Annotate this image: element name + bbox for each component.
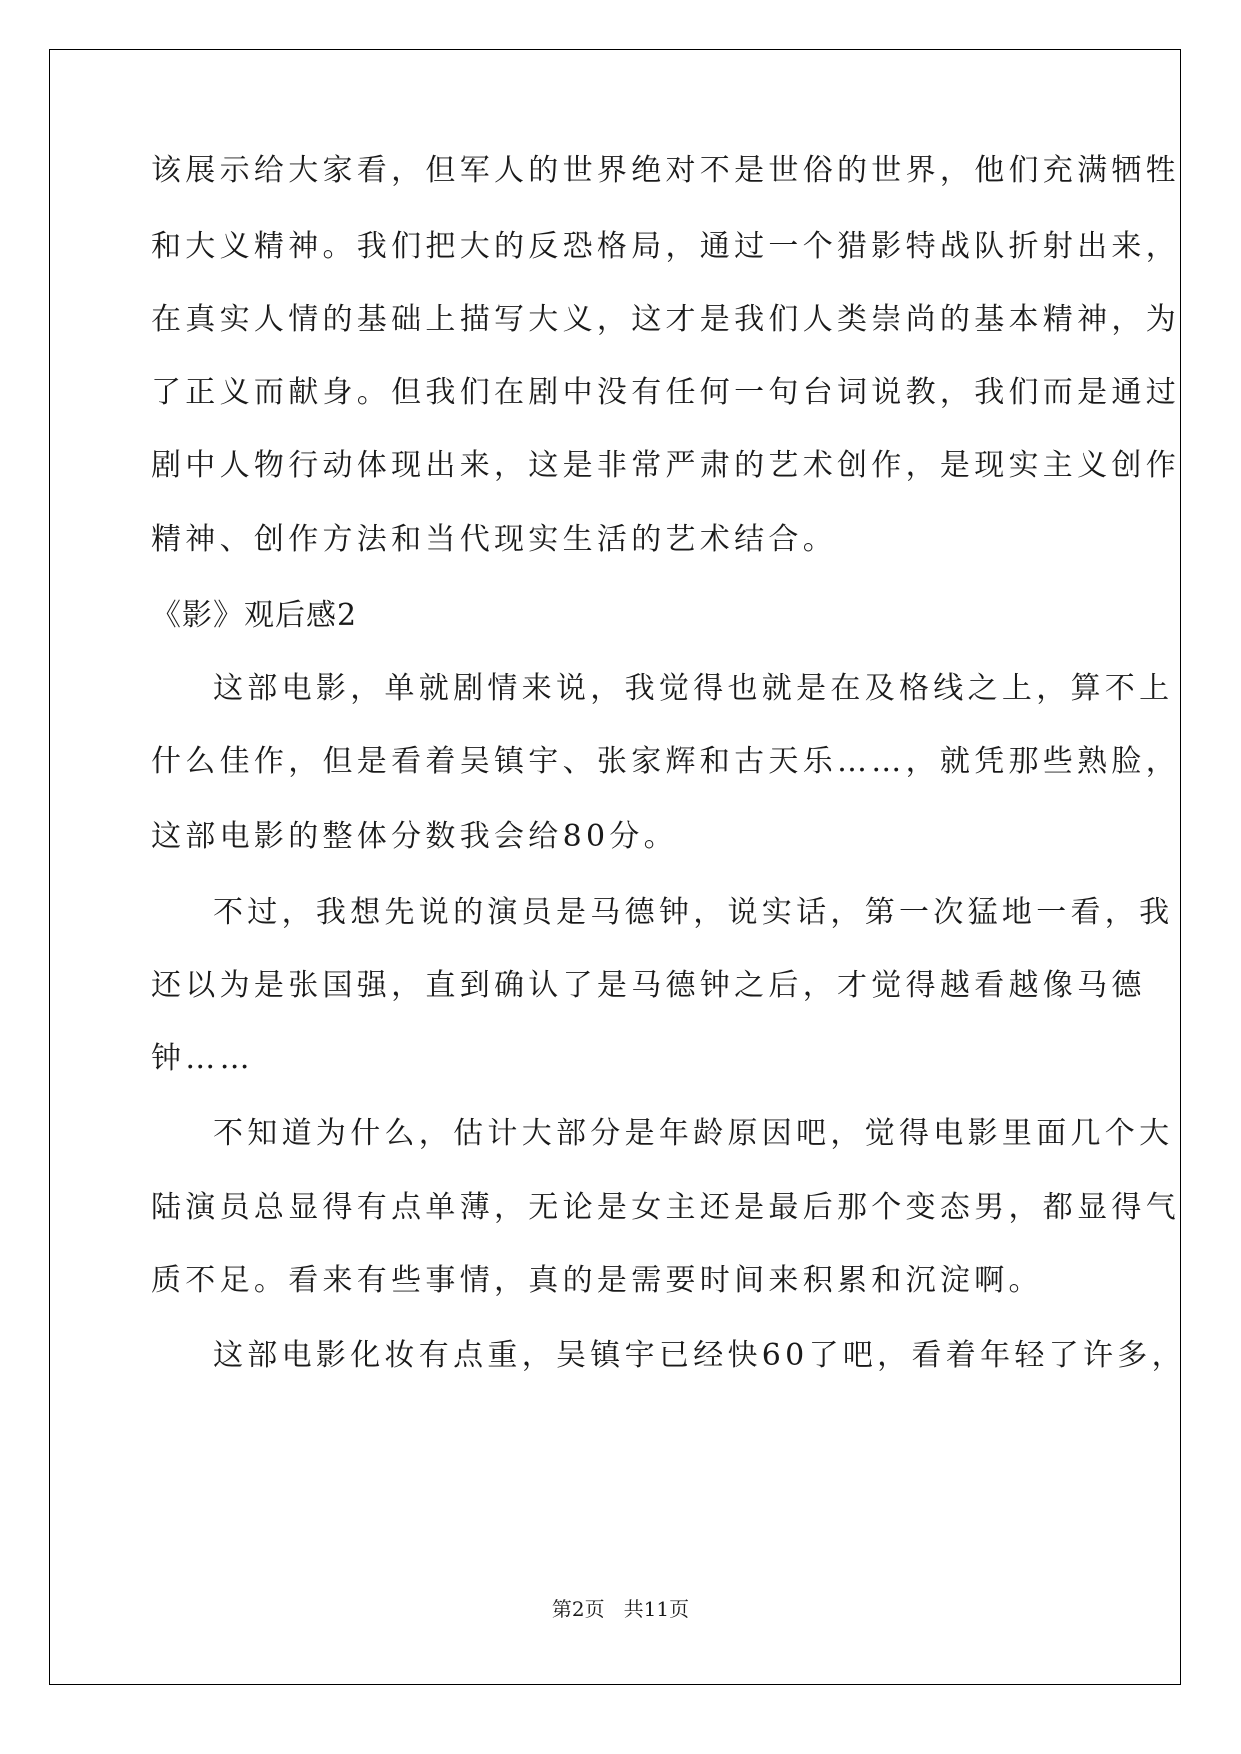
text-line: 不知道为什么，估计大部分是年龄原因吧，觉得电影里面几个大 <box>213 1116 1174 1151</box>
text-line: 这部电影的整体分数我会给80分。 <box>151 819 678 854</box>
text-line: 不过，我想先说的演员是马德钟，说实话，第一次猛地一看，我 <box>213 895 1174 930</box>
page-number: 第2页 共11页 <box>551 1597 690 1621</box>
text-line: 这部电影，单就剧情来说，我觉得也就是在及格线之上，算不上 <box>213 671 1174 706</box>
text-line: 和大义精神。我们把大的反恐格局，通过一个猎影特战队折射出来， <box>151 229 1180 264</box>
text-line: 这部电影化妆有点重，吴镇宇已经快60了吧，看着年轻了许多， <box>213 1338 1186 1373</box>
text-line: 精神、创作方法和当代现实生活的艺术结合。 <box>151 522 837 557</box>
text-line: 剧中人物行动体现出来，这是非常严肃的艺术创作，是现实主义创作 <box>151 448 1180 483</box>
text-line: 钟…… <box>151 1041 254 1076</box>
text-line: 质不足。看来有些事情，真的是需要时间来积累和沉淀啊。 <box>151 1263 1043 1298</box>
section-heading: 《影》观后感2 <box>151 598 358 633</box>
text-line: 什么佳作，但是看着吴镇宇、张家辉和古天乐……，就凭那些熟脸， <box>151 744 1180 779</box>
text-line: 陆演员总显得有点单薄，无论是女主还是最后那个变态男，都显得气 <box>151 1190 1180 1225</box>
text-line: 在真实人情的基础上描写大义，这才是我们人类崇尚的基本精神，为 <box>151 302 1180 337</box>
text-line: 了正义而献身。但我们在剧中没有任何一句台词说教，我们而是通过 <box>151 375 1180 410</box>
text-line: 该展示给大家看，但军人的世界绝对不是世俗的世界，他们充满牺牲 <box>151 153 1180 188</box>
page-border <box>49 49 1181 1685</box>
text-line: 还以为是张国强，直到确认了是马德钟之后，才觉得越看越像马德 <box>151 968 1146 1003</box>
